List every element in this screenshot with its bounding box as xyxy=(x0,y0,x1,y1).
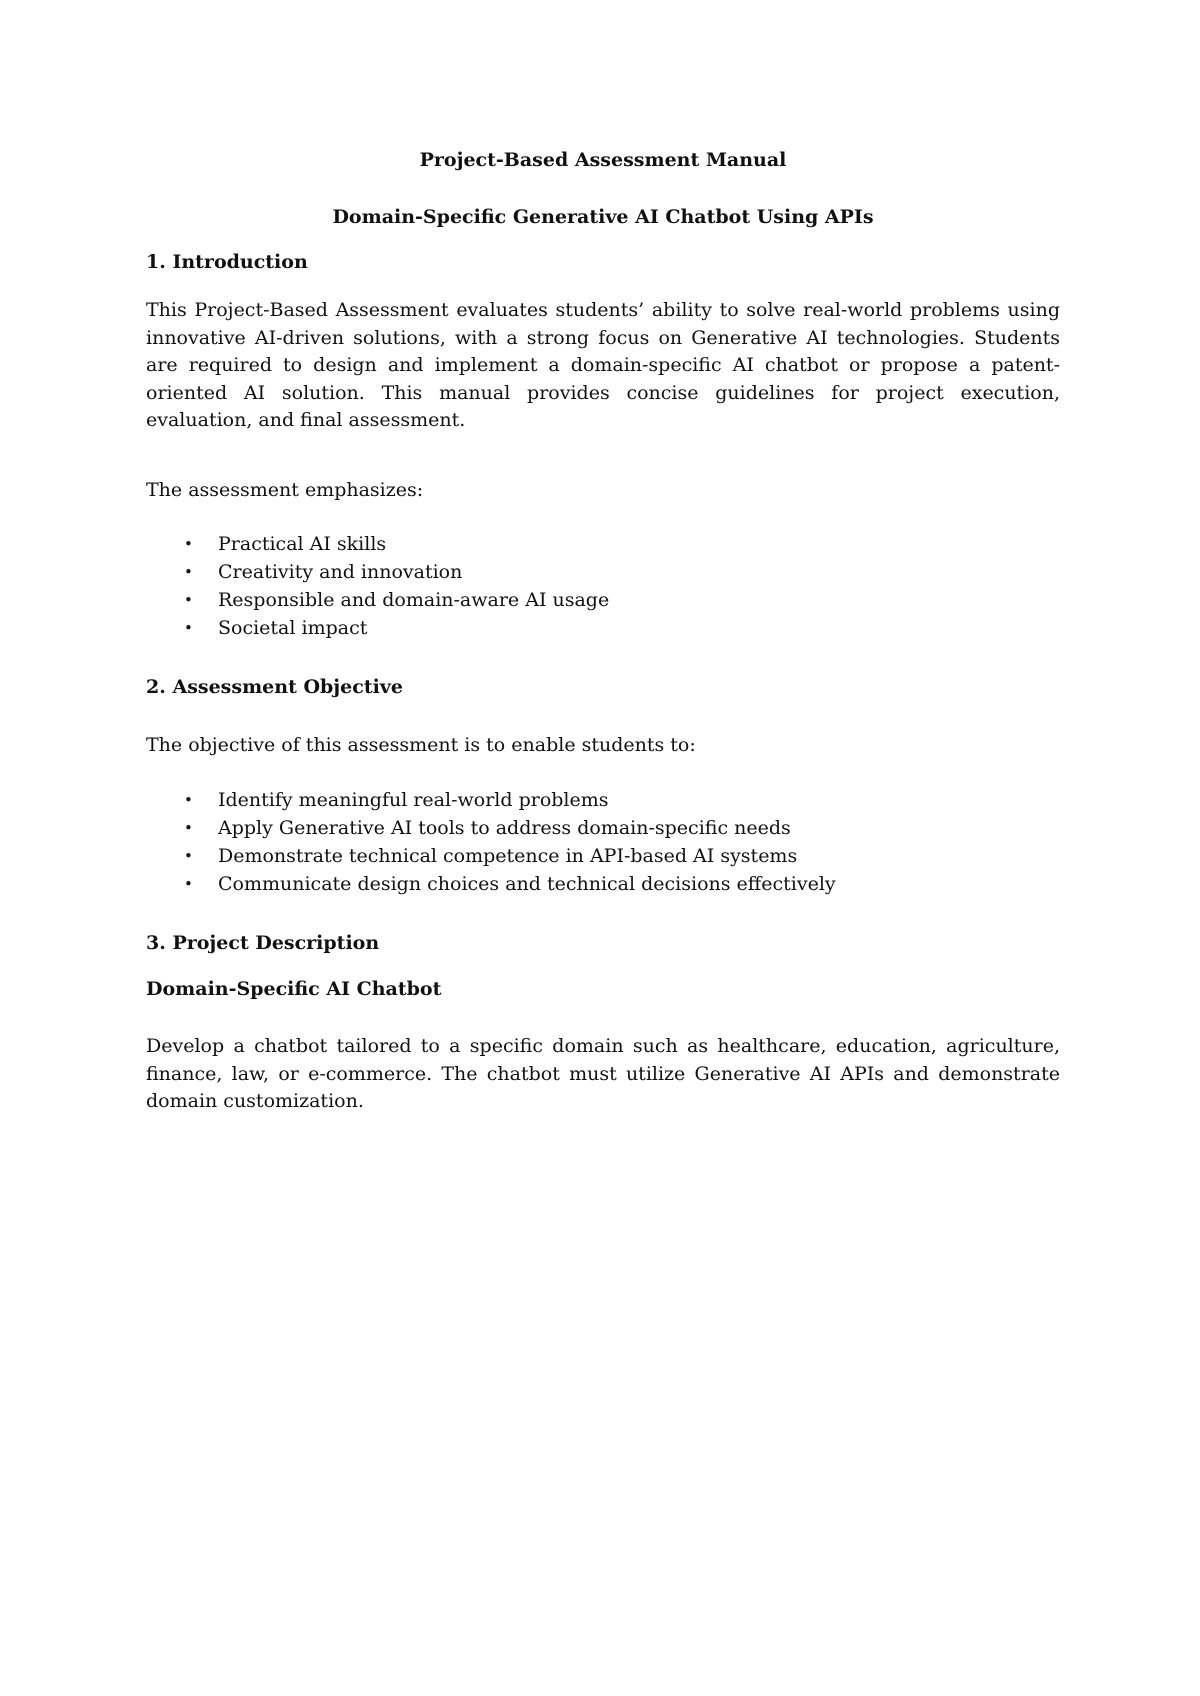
list-item xyxy=(146,870,836,898)
list-item-text: Communicate design choices and technical decisions effectively xyxy=(218,873,836,895)
bullet-icon: • xyxy=(184,619,193,637)
list-item xyxy=(146,614,609,642)
list-item xyxy=(146,558,609,586)
section-heading-objective: 2. Assessment Objective xyxy=(146,676,403,698)
objective-list xyxy=(146,786,836,898)
list-item-text: Practical AI skills xyxy=(218,533,387,555)
list-item xyxy=(146,786,836,814)
section-heading-introduction: 1. Introduction xyxy=(146,251,308,273)
list-item xyxy=(146,530,609,558)
bullet-icon: • xyxy=(184,591,193,609)
bullet-icon: • xyxy=(184,535,193,553)
list-item xyxy=(146,586,609,614)
introduction-paragraph: This Project-Based Assessment evaluates students’ ability to solve real-world problems using innovative AI-driven solutions, with a strong focus on Generative AI technologies. Students are required to design and implement a domain-specific AI chatbot or propose a patent-oriented AI solution. This manual provides concise guidelines for project execution, evaluation, and final assessment. xyxy=(146,299,1060,431)
list-item-text: Identify meaningful real-world problems xyxy=(218,789,609,811)
bullet-icon: • xyxy=(184,791,193,809)
list-item-text: Responsible and domain-aware AI usage xyxy=(218,589,610,611)
project-description-paragraph: Develop a chatbot tailored to a specific domain such as healthcare, education, agriculture, finance, law, or e-commerce. The chatbot must utilize Generative AI APIs and demonstrate domain customization. xyxy=(146,1035,1060,1112)
emphasis-intro-text: The assessment emphasizes: xyxy=(146,479,424,501)
emphasis-list xyxy=(146,530,609,642)
section-heading-project-description: 3. Project Description xyxy=(146,932,380,954)
bullet-icon: • xyxy=(184,819,193,837)
bullet-icon: • xyxy=(184,847,193,865)
list-item-text: Apply Generative AI tools to address domain-specific needs xyxy=(218,817,791,839)
bullet-icon: • xyxy=(184,563,193,581)
document-subtitle: Domain-Specific Generative AI Chatbot Using APIs xyxy=(332,206,874,228)
objective-intro-text: The objective of this assessment is to enable students to: xyxy=(146,734,696,756)
document-title: Project-Based Assessment Manual xyxy=(419,149,787,171)
list-item-text: Creativity and innovation xyxy=(218,561,463,583)
subsection-heading-chatbot: Domain-Specific AI Chatbot xyxy=(146,978,442,1000)
list-item xyxy=(146,814,836,842)
list-item-text: Demonstrate technical competence in API-based AI systems xyxy=(218,845,798,867)
bullet-icon: • xyxy=(184,875,193,893)
list-item xyxy=(146,842,836,870)
list-item-text: Societal impact xyxy=(218,617,368,639)
